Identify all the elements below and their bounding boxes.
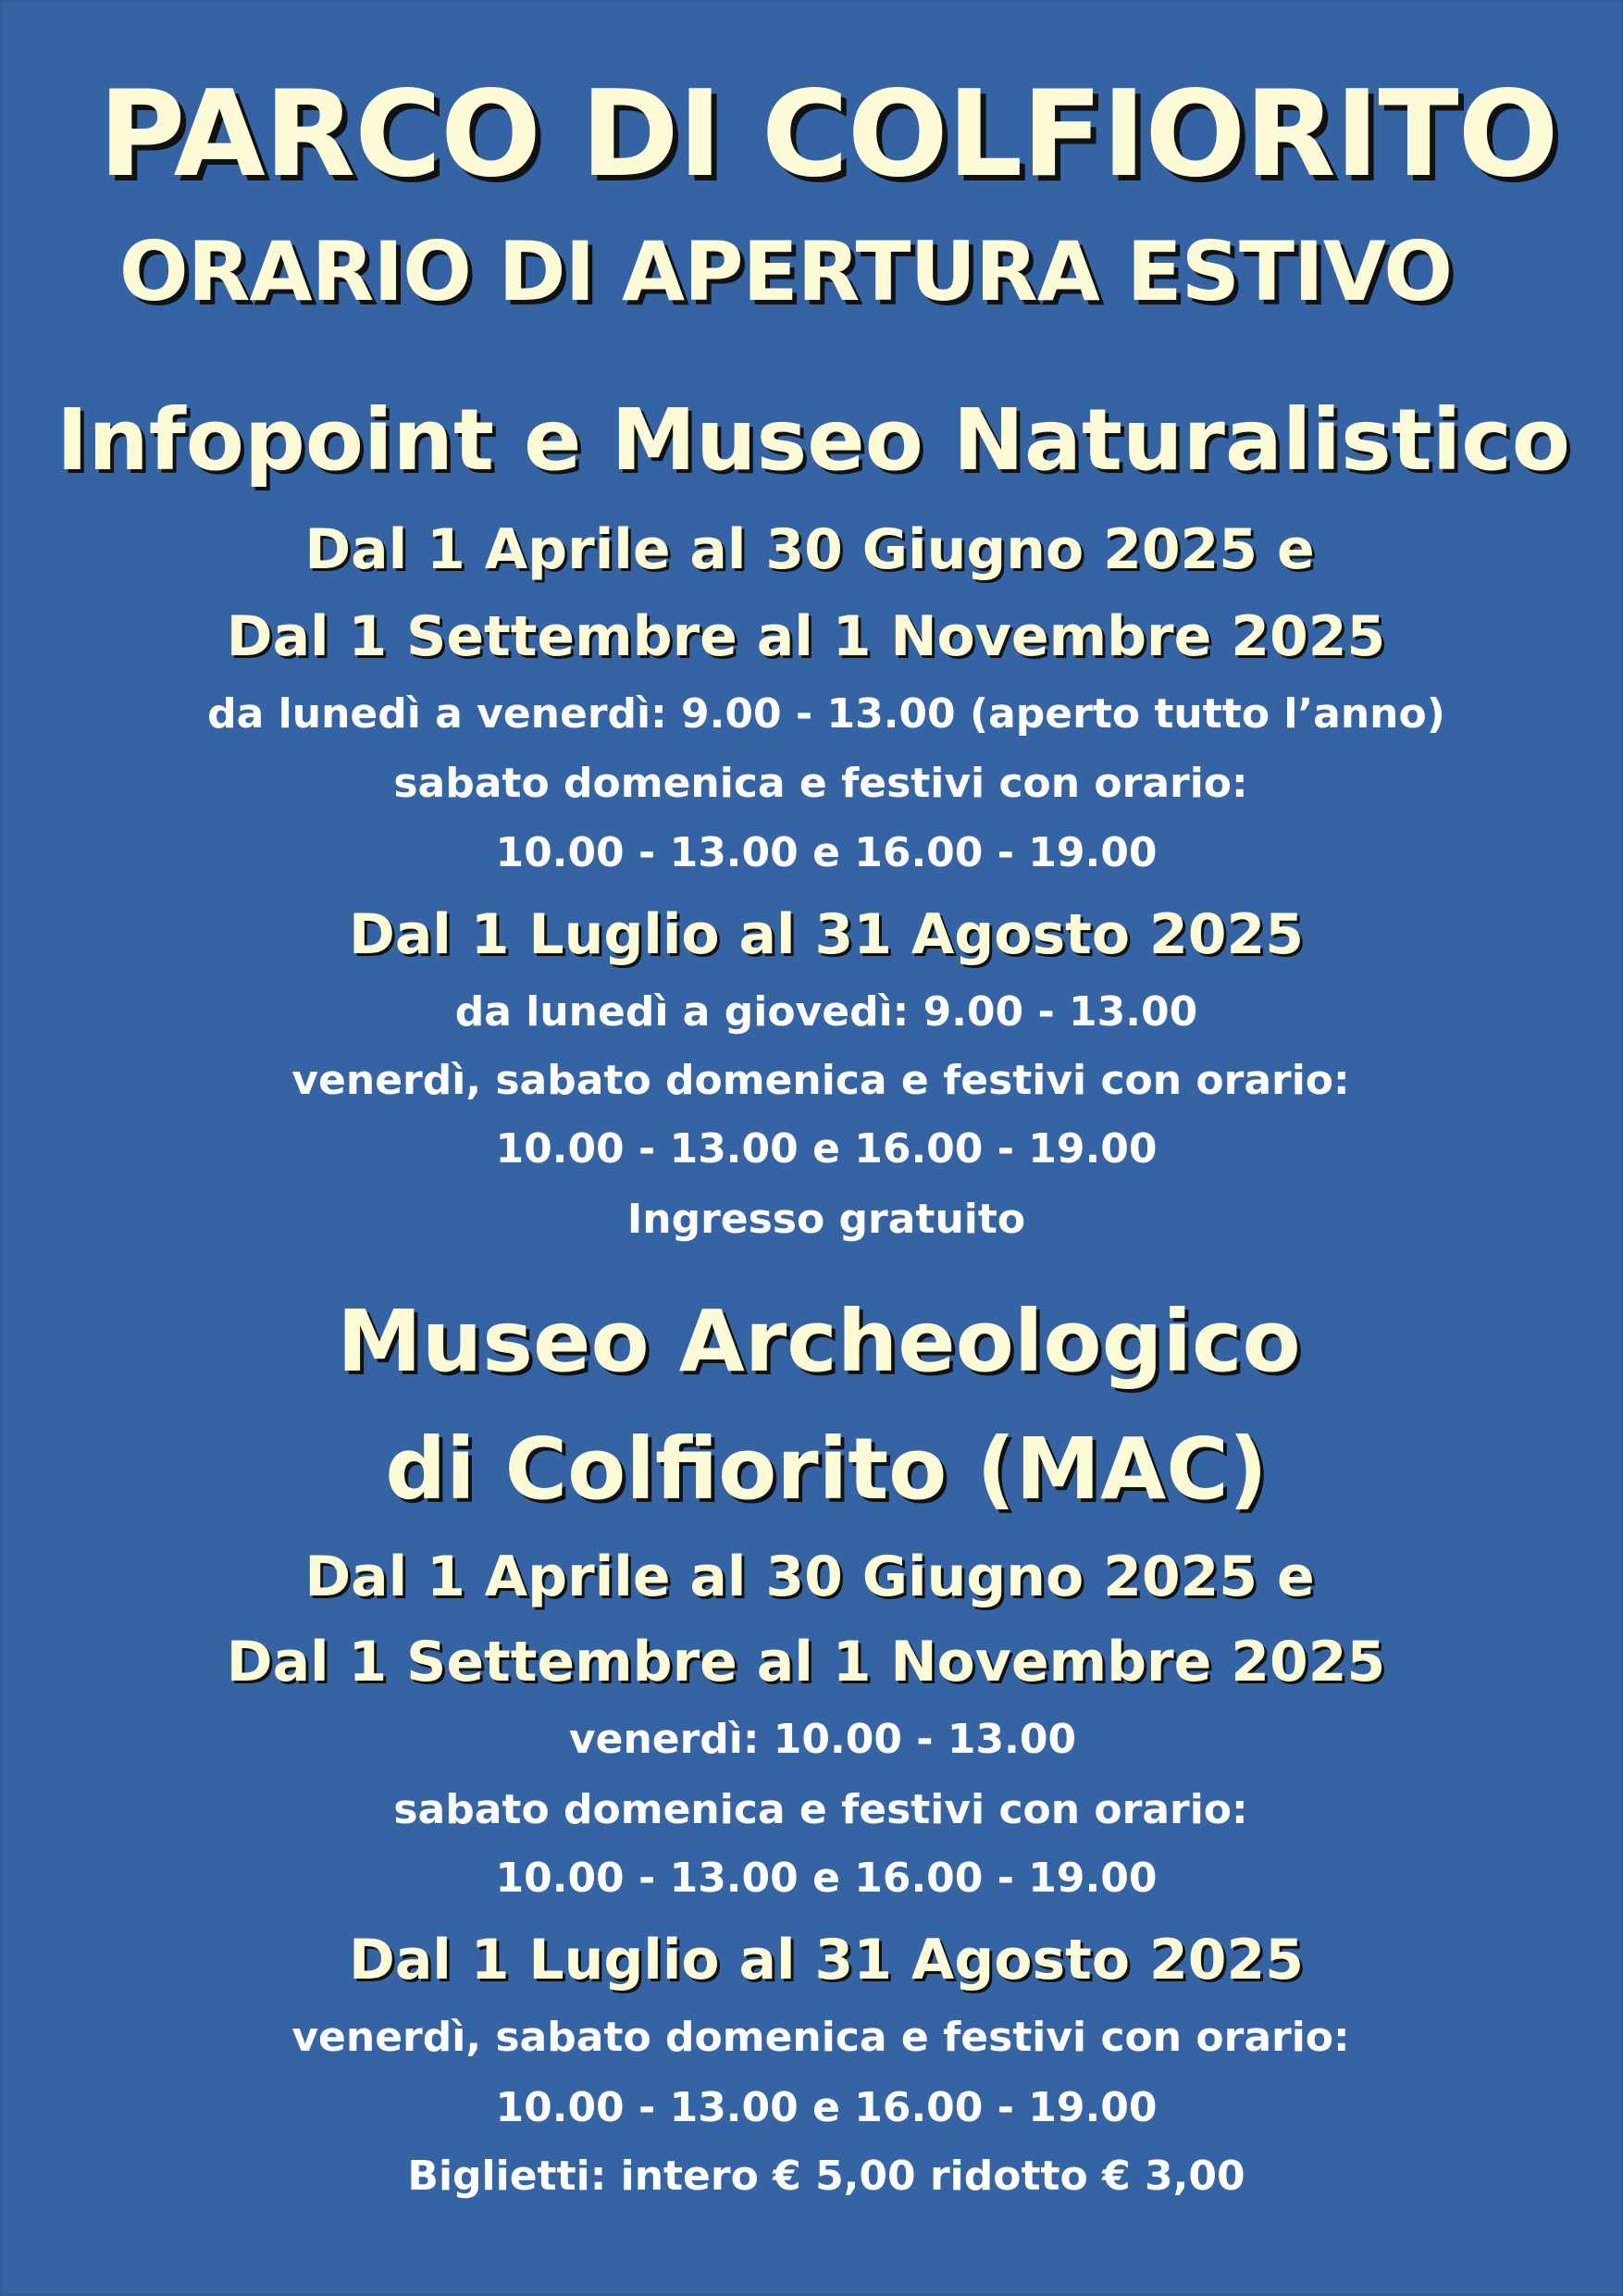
- infopoint-period-1-weekend-hours: 10.00 - 13.00 e 16.00 - 19.00: [495, 829, 1158, 876]
- infopoint-admission: Ingresso gratuito: [626, 1196, 1026, 1243]
- mac-period-1-line-1: Dal 1 Aprile al 30 Giugno 2025 e: [304, 1545, 1315, 1609]
- mac-period-2-weekend-label: venerdì, sabato domenica e festivi con orario:: [291, 2014, 1350, 2061]
- mac-heading-line-2: di Colfiorito (MAC): [385, 1420, 1268, 1519]
- infopoint-period-2-weekend-hours: 10.00 - 13.00 e 16.00 - 19.00: [495, 1125, 1158, 1173]
- mac-period-1-line-2: Dal 1 Settembre al 1 Novembre 2025: [226, 1630, 1386, 1694]
- infopoint-period-1-weekdays: da lunedì a venerdì: 9.00 - 13.00 (aperto tutto l’anno): [207, 690, 1445, 738]
- infopoint-period-2-weekdays: da lunedì a giovedì: 9.00 - 13.00: [454, 988, 1198, 1036]
- infopoint-period-1-weekend-label: sabato domenica e festivi con orario:: [393, 760, 1248, 807]
- infopoint-period-1-line-2: Dal 1 Settembre al 1 Novembre 2025: [226, 604, 1386, 669]
- mac-period-2: Dal 1 Luglio al 31 Agosto 2025: [349, 1928, 1304, 1992]
- mac-tickets: Biglietti: intero € 5,00 ridotto € 3,00: [407, 2153, 1245, 2200]
- poster-subtitle: ORARIO DI APERTURA ESTIVO: [118, 224, 1453, 319]
- infopoint-period-2: Dal 1 Luglio al 31 Agosto 2025: [349, 902, 1304, 967]
- infopoint-period-2-weekend-label: venerdì, sabato domenica e festivi con orario:: [291, 1057, 1350, 1104]
- mac-period-1-weekend-label: sabato domenica e festivi con orario:: [393, 1786, 1248, 1833]
- infopoint-period-1-line-1: Dal 1 Aprile al 30 Giugno 2025 e: [304, 517, 1315, 582]
- mac-heading-line-1: Museo Archeologico: [337, 1292, 1301, 1391]
- poster-title: PARCO DI COLFIORITO: [98, 66, 1558, 204]
- mac-period-1-friday: venerdì: 10.00 - 13.00: [568, 1716, 1077, 1763]
- mac-period-2-weekend-hours: 10.00 - 13.00 e 16.00 - 19.00: [495, 2084, 1158, 2131]
- infopoint-heading: Infopoint e Museo Naturalistico: [56, 391, 1570, 490]
- mac-period-1-weekend-hours: 10.00 - 13.00 e 16.00 - 19.00: [495, 1855, 1158, 1902]
